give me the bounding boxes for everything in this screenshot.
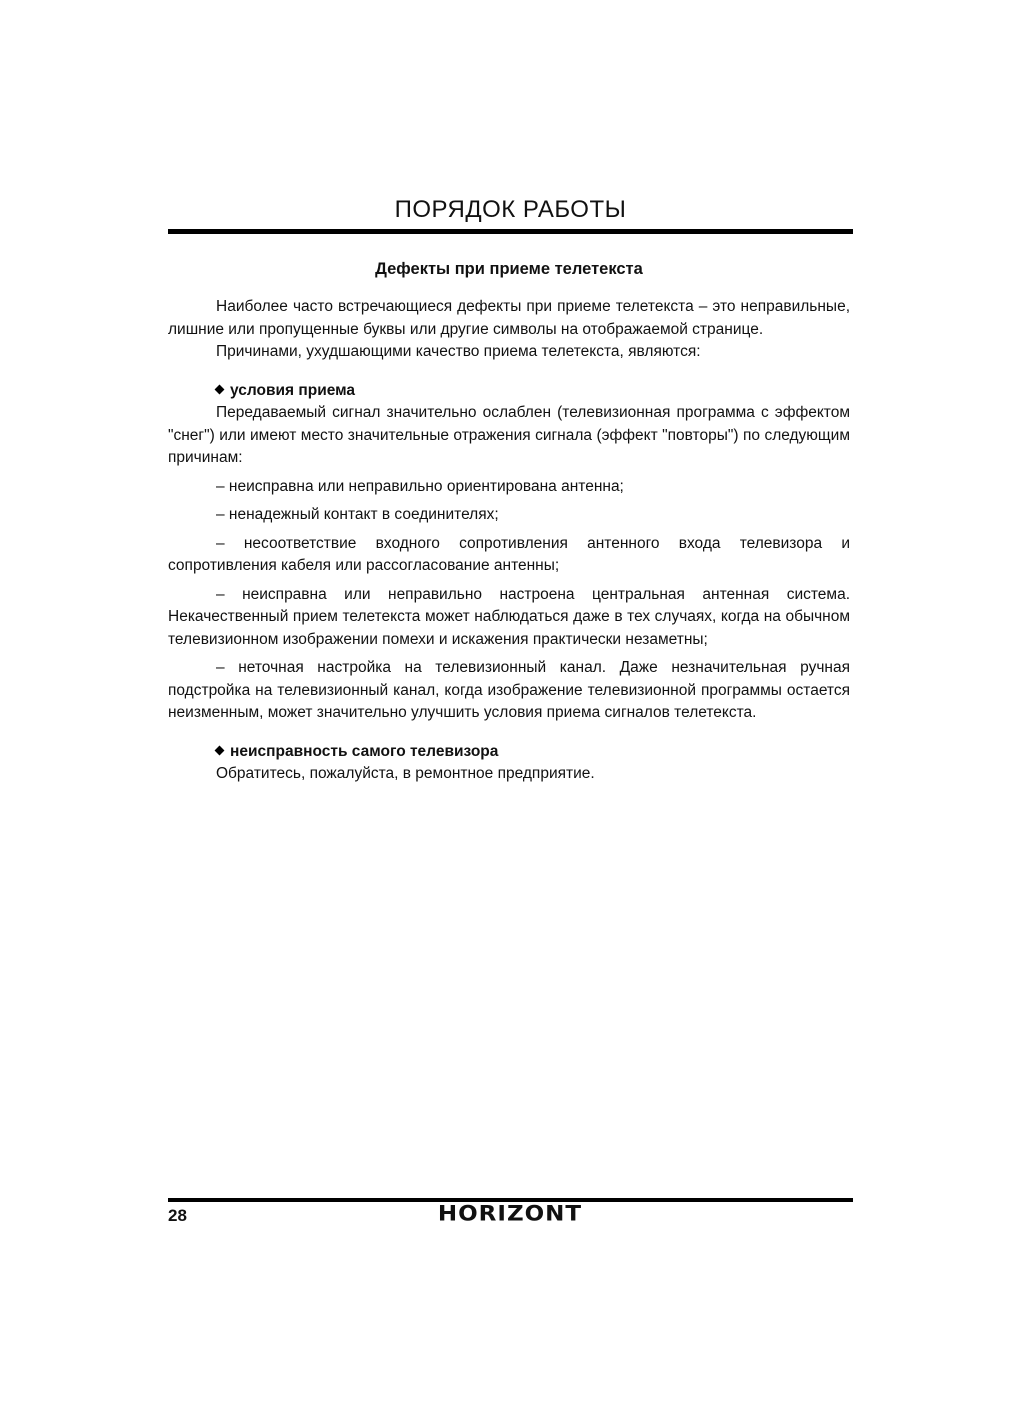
list-item: – ненадежный контакт в соединителях; xyxy=(216,506,499,523)
diamond-bullet-icon xyxy=(215,384,225,394)
bullet-heading xyxy=(168,380,850,403)
bullet-heading xyxy=(168,741,850,764)
intro-paragraph: Причинами, ухудшающими качество приема телетекста, являются: xyxy=(216,343,701,360)
list-item: – неисправна или неправильно настроена центральная антенная система. Некачественный прием телетекста может наблюдаться даже в тех случаях, когда на обычном телевизионном изображении помехи и искажения практически незаметны; xyxy=(168,585,850,648)
list-item: – неточная настройка на телевизионный канал. Даже незначительная ручная подстройка на телевизионный канал, когда изображение телевизионной программы остается неизменным, может значительно улучшить условия приема сигналов телетекста. xyxy=(168,659,850,721)
header-rule xyxy=(168,229,853,234)
bullet-paragraph: Передаваемый сигнал значительно ослаблен (телевизионная программа с эффектом "снег") или имеют место значительные отражения сигнала (эффект "повторы") по следующим причинам: xyxy=(168,404,850,466)
page-number: 28 xyxy=(168,1206,187,1225)
bullet-paragraph: Обратитесь, пожалуйста, в ремонтное предприятие. xyxy=(216,765,595,782)
page-content xyxy=(168,258,850,786)
page-title: ПОРЯДОК РАБОТЫ xyxy=(394,196,627,223)
diamond-bullet-icon xyxy=(215,745,225,755)
bullet-heading-label: неисправность самого телевизора xyxy=(230,742,499,760)
intro-paragraph: Наиболее часто встречающиеся дефекты при приеме телетекста – это неправильные, лишние или пропущенные буквы или другие символы на отображаемой странице. xyxy=(168,298,850,338)
brand-logo: HORIZONT xyxy=(437,1202,583,1226)
list-item: – несоответствие входного сопротивления антенного входа телевизора и сопротивления кабеля или рассогласование антенны; xyxy=(168,534,850,574)
bullet-heading-label: условия приема xyxy=(230,381,356,399)
section-title: Дефекты при приеме телетекста xyxy=(375,260,643,278)
list-item: – неисправна или неправильно ориентирована антенна; xyxy=(216,477,624,495)
